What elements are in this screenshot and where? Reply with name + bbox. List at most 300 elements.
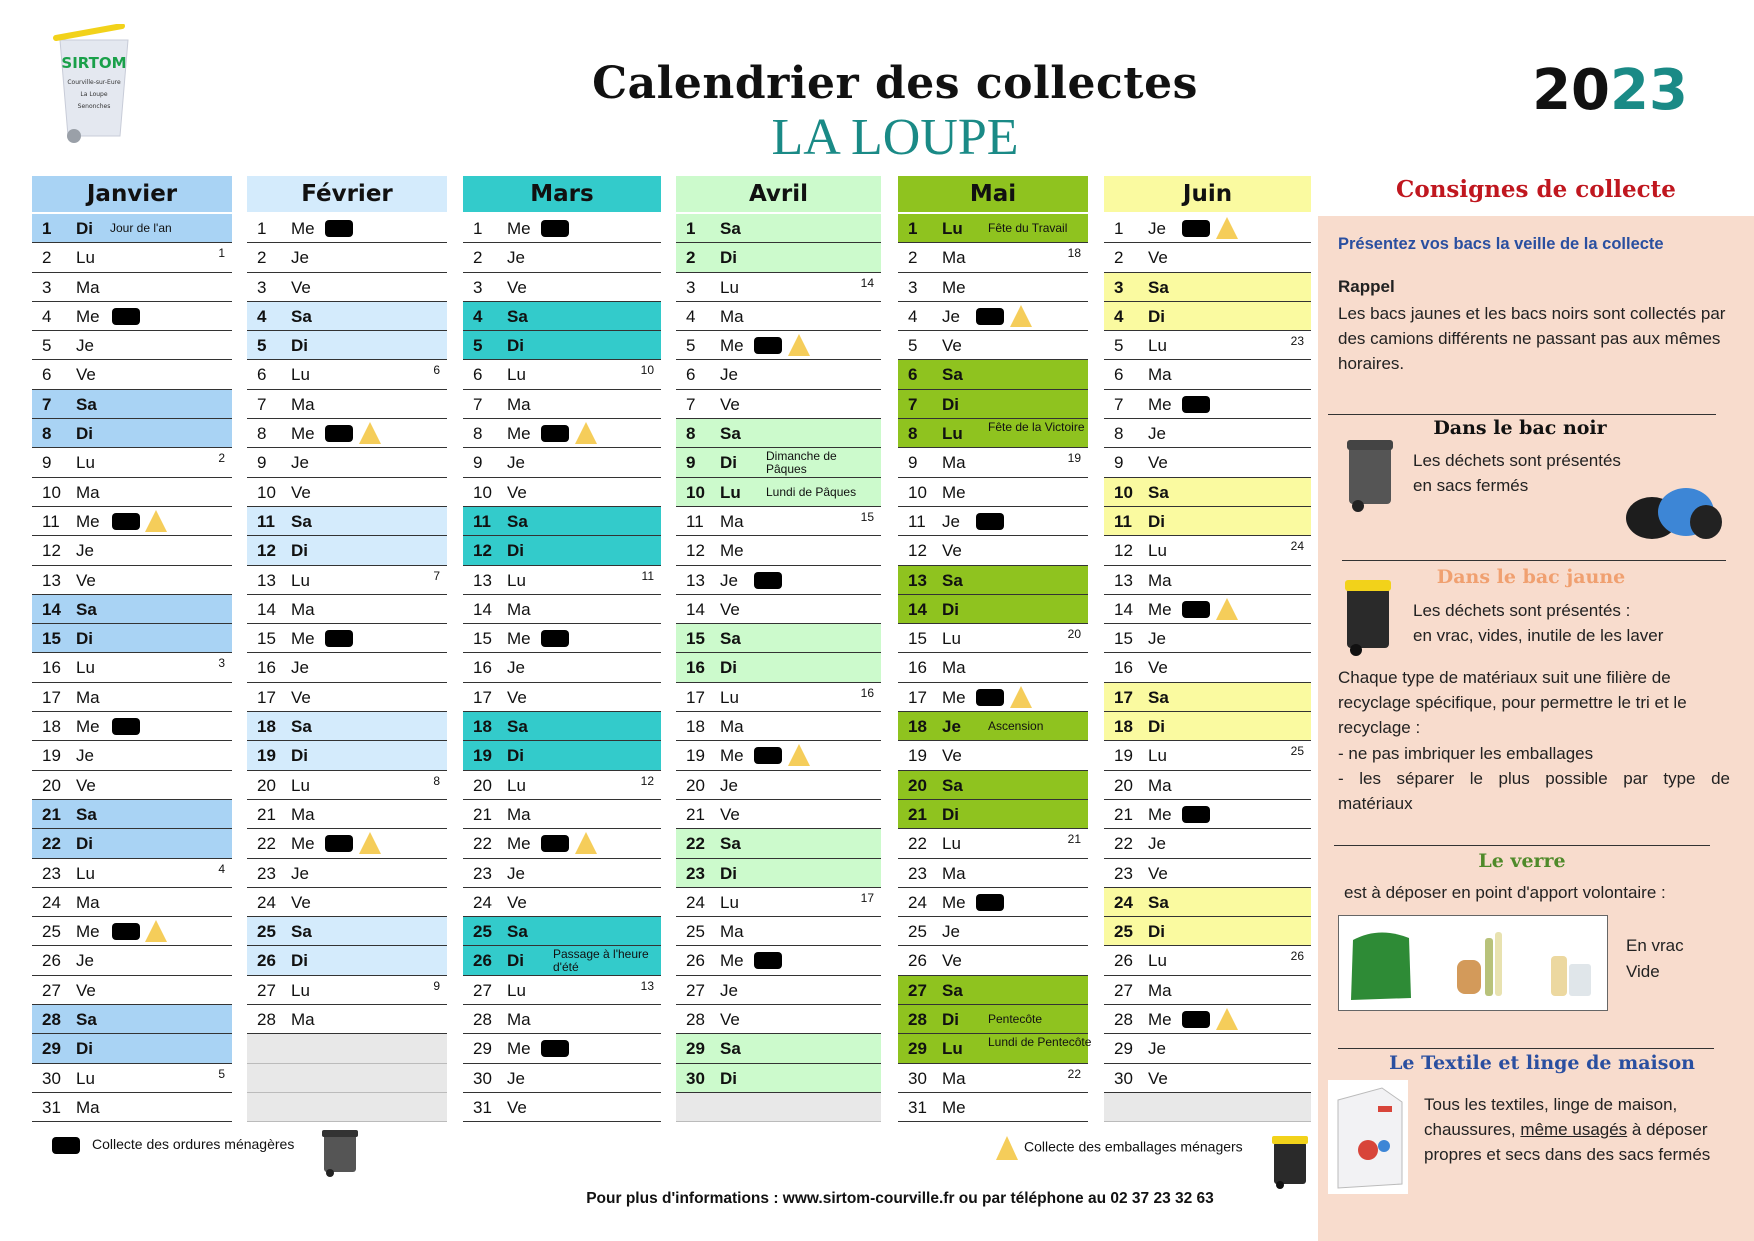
day-number: 16: [257, 658, 276, 678]
day-weekday: Di: [291, 541, 308, 561]
day-number: 17: [686, 687, 705, 707]
day-number: 17: [473, 687, 492, 707]
day-row: [1104, 946, 1311, 975]
day-weekday: Je: [507, 248, 525, 268]
day-number: 1: [42, 219, 52, 238]
day-weekday: Me: [507, 1039, 531, 1059]
day-row: [676, 1034, 881, 1063]
day-row: [1104, 273, 1311, 302]
day-weekday: Me: [942, 892, 966, 912]
day-number: 13: [42, 570, 61, 590]
day-number: 26: [1114, 951, 1133, 971]
day-row: [1104, 624, 1311, 653]
day-weekday: Ve: [291, 892, 311, 912]
day-row: [1104, 829, 1311, 858]
day-number: 24: [908, 892, 927, 912]
day-row: [898, 741, 1088, 770]
day-weekday: Me: [507, 219, 531, 238]
day-weekday: Lu: [942, 629, 961, 649]
day-weekday: Lu: [942, 424, 963, 444]
day-number: 27: [42, 980, 61, 1000]
day-row: [898, 829, 1088, 858]
day-row: [247, 302, 447, 331]
day-weekday: Di: [291, 336, 308, 356]
day-number: 20: [257, 775, 276, 795]
day-row: [32, 390, 232, 419]
day-row: [898, 214, 1088, 243]
black-marker-icon: [52, 1137, 80, 1154]
day-number: 6: [1114, 365, 1124, 385]
black-bin-icon: [1344, 434, 1396, 519]
verre-text: est à déposer en point d'apport volontaire :: [1344, 883, 1666, 902]
contact-info: Pour plus d'informations : www.sirtom-courville.fr ou par téléphone au 02 37 23 32 63: [586, 1190, 1214, 1207]
day-row: [32, 273, 232, 302]
day-row: [32, 1034, 232, 1063]
day-weekday: Ma: [76, 482, 100, 502]
logo-line-3: Senonches: [77, 103, 111, 110]
legend-emballages-label: Collecte des emballages ménagers: [1024, 1138, 1243, 1155]
month-avril: [676, 176, 881, 1122]
day-number: 15: [473, 629, 492, 649]
day-number: 7: [686, 394, 696, 414]
week-number: 9: [433, 978, 440, 993]
day-weekday: Ve: [720, 599, 740, 619]
day-row: [676, 243, 881, 272]
black-marker-icon: [541, 425, 569, 442]
day-weekday: Je: [76, 336, 94, 356]
day-number: 28: [473, 1010, 492, 1030]
day-number: 27: [908, 980, 927, 1000]
day-weekday: Me: [1148, 394, 1172, 414]
day-number: 2: [1114, 248, 1124, 268]
black-marker-icon: [976, 894, 1004, 911]
day-weekday: Lu: [720, 277, 739, 297]
day-row: [898, 653, 1088, 682]
black-marker-icon: [112, 718, 140, 735]
day-row: [676, 360, 881, 389]
day-weekday: Ve: [507, 687, 527, 707]
day-number: 20: [908, 775, 927, 795]
day-number: 19: [686, 746, 705, 766]
day-number: 29: [686, 1039, 705, 1059]
day-number: 9: [257, 453, 267, 473]
day-number: 12: [1114, 541, 1133, 561]
bac-jaune-paragraph: Chaque type de matériaux suit une filière de recyclage spécifique, pour permettre le tri et le recyclage :: [1338, 668, 1687, 737]
day-number: 8: [257, 424, 267, 444]
bac-jaune-title: Dans le bac jaune: [1436, 566, 1626, 588]
day-row: [247, 360, 447, 389]
day-row: [676, 1005, 881, 1034]
day-weekday: Ve: [291, 687, 311, 707]
day-row: [1104, 800, 1311, 829]
day-number: 14: [1114, 599, 1133, 619]
day-row: [898, 1005, 1088, 1034]
consignes-title: Consignes de collecte: [1396, 176, 1676, 203]
day-number: 20: [42, 775, 61, 795]
day-weekday: Ma: [720, 717, 744, 737]
day-weekday: Lu: [507, 980, 526, 1000]
day-number: 2: [908, 248, 918, 268]
day-number: 25: [42, 922, 61, 942]
day-weekday: Je: [76, 951, 94, 971]
day-number: 24: [257, 892, 276, 912]
day-weekday: Di: [291, 746, 308, 766]
day-number: 9: [42, 453, 52, 473]
day-weekday: Di: [291, 951, 308, 971]
day-weekday: Di: [76, 629, 93, 649]
day-row: [1104, 419, 1311, 448]
day-weekday: Lu: [291, 570, 310, 590]
day-number: 30: [42, 1068, 61, 1088]
day-row: [1104, 390, 1311, 419]
day-weekday: Sa: [507, 306, 528, 326]
day-row: [898, 976, 1088, 1005]
divider: [1342, 560, 1726, 561]
day-weekday: Ma: [1148, 980, 1172, 1000]
day-row: [463, 771, 661, 800]
day-weekday: Di: [720, 453, 737, 473]
day-weekday: Je: [291, 248, 309, 268]
day-number: 6: [42, 365, 52, 385]
day-row: [247, 859, 447, 888]
day-number: 28: [1114, 1010, 1133, 1030]
day-number: 21: [42, 804, 61, 824]
day-number: 10: [257, 482, 276, 502]
day-weekday: Ve: [1148, 1068, 1168, 1088]
day-number: 17: [257, 687, 276, 707]
day-number: 7: [1114, 394, 1124, 414]
day-weekday: Di: [942, 1010, 959, 1030]
day-row: [898, 595, 1088, 624]
day-row: [1104, 1005, 1311, 1034]
day-weekday: Ma: [76, 1097, 100, 1117]
day-number: 25: [473, 922, 492, 942]
day-weekday: Lu: [720, 687, 739, 707]
holiday-note: Fête du Travail: [988, 221, 1068, 235]
day-row: [32, 800, 232, 829]
day-row: [898, 683, 1088, 712]
day-number: 15: [908, 629, 927, 649]
day-number: 22: [42, 834, 61, 854]
day-number: 1: [686, 219, 696, 238]
day-number: 31: [42, 1097, 61, 1117]
day-row: [898, 771, 1088, 800]
day-row: [32, 1064, 232, 1093]
day-row: [676, 653, 881, 682]
day-number: 5: [42, 336, 52, 356]
day-number: 10: [908, 482, 927, 502]
day-weekday: Di: [1148, 511, 1165, 531]
day-row: [32, 331, 232, 360]
day-row: [247, 478, 447, 507]
day-row: [32, 771, 232, 800]
day-number: 5: [1114, 336, 1124, 356]
day-weekday: Ma: [76, 687, 100, 707]
day-weekday: Lu: [720, 892, 739, 912]
day-number: 7: [257, 394, 267, 414]
triangle-marker-icon: [1010, 686, 1032, 708]
day-row: [32, 360, 232, 389]
day-row: [463, 302, 661, 331]
page-title: Calendrier des collectes: [592, 58, 1198, 109]
day-row: [1104, 566, 1311, 595]
day-weekday: Sa: [942, 775, 963, 795]
day-weekday: Me: [76, 922, 100, 942]
day-weekday: Ve: [942, 746, 962, 766]
day-row: [247, 331, 447, 360]
day-number: 18: [1114, 717, 1133, 737]
day-row: [247, 829, 447, 858]
bac-noir-title: Dans le bac noir: [1433, 417, 1607, 439]
day-row: [32, 507, 232, 536]
day-number: 31: [473, 1097, 492, 1117]
holiday-note: Jour de l'an: [110, 221, 172, 235]
day-row: [898, 1064, 1088, 1093]
day-number: 24: [686, 892, 705, 912]
day-weekday: Ve: [942, 951, 962, 971]
verre-title: Le verre: [1478, 850, 1566, 872]
day-number: 10: [473, 482, 492, 502]
day-weekday: Ve: [1148, 453, 1168, 473]
day-row-empty: [247, 1064, 447, 1093]
day-number: 9: [473, 453, 483, 473]
black-marker-icon: [325, 630, 353, 647]
day-row: [247, 507, 447, 536]
week-number: 5: [218, 1066, 225, 1081]
day-weekday: Lu: [942, 834, 961, 854]
black-marker-icon: [325, 835, 353, 852]
panel-intro: Présentez vos bacs la veille de la collecte: [1338, 235, 1664, 253]
day-row: [898, 946, 1088, 975]
day-weekday: Lu: [76, 863, 95, 883]
day-row: [32, 448, 232, 477]
day-weekday: Sa: [76, 394, 97, 414]
holiday-note: Dimanche de Pâques: [766, 449, 837, 477]
bac-noir-text: Les déchets sont présentés en sacs fermés: [1413, 451, 1621, 495]
week-number: 22: [1067, 1066, 1081, 1081]
day-number: 14: [686, 599, 705, 619]
day-number: 11: [257, 511, 275, 531]
day-row: [247, 536, 447, 565]
day-weekday: Sa: [76, 1010, 97, 1030]
day-weekday: Sa: [1148, 687, 1169, 707]
triangle-marker-icon: [1216, 1008, 1238, 1030]
day-row: [463, 1005, 661, 1034]
day-number: 23: [686, 863, 705, 883]
day-weekday: Di: [76, 834, 93, 854]
day-number: 18: [908, 717, 927, 737]
day-number: 8: [908, 424, 918, 444]
day-row: [676, 448, 881, 477]
day-row: [32, 683, 232, 712]
textile-emphasis: même usagés: [1520, 1120, 1628, 1139]
day-row: [676, 917, 881, 946]
day-row: [898, 243, 1088, 272]
page-subtitle: LA LOUPE: [771, 109, 1019, 166]
day-weekday: Di: [720, 863, 737, 883]
day-row: [247, 741, 447, 770]
month-title: Janvier: [32, 176, 232, 214]
day-number: 6: [473, 365, 483, 385]
day-weekday: Lu: [291, 775, 310, 795]
day-weekday: Ve: [76, 570, 96, 590]
day-row: [32, 478, 232, 507]
day-row: [1104, 888, 1311, 917]
week-number: 4: [218, 861, 225, 876]
yellow-bin-icon: [1342, 574, 1394, 663]
day-row: [1104, 331, 1311, 360]
day-number: 5: [686, 336, 696, 356]
week-number: 20: [1067, 627, 1081, 642]
day-row: [676, 1064, 881, 1093]
day-weekday: Me: [291, 424, 315, 444]
day-weekday: Ve: [76, 980, 96, 1000]
day-weekday: Me: [76, 511, 100, 531]
day-number: 15: [686, 629, 705, 649]
year-suffix: 23: [1610, 58, 1688, 123]
day-row: [463, 273, 661, 302]
rappel-text: Les bacs jaunes et les bacs noirs sont collectés par des camions différents ne passant pas aux mêmes horaires.: [1338, 304, 1726, 373]
day-number: 19: [908, 746, 927, 766]
day-number: 29: [473, 1039, 492, 1059]
day-weekday: Sa: [942, 365, 963, 385]
day-weekday: Ve: [1148, 248, 1168, 268]
week-number: 8: [433, 773, 440, 788]
day-number: 3: [42, 277, 52, 297]
day-weekday: Me: [76, 306, 100, 326]
black-marker-icon: [754, 952, 782, 969]
day-row: [1104, 536, 1311, 565]
day-row: [247, 273, 447, 302]
day-number: 1: [473, 219, 483, 238]
day-weekday: Me: [942, 687, 966, 707]
day-number: 10: [42, 482, 61, 502]
day-row: [463, 1034, 661, 1063]
day-weekday: Je: [76, 541, 94, 561]
day-weekday: Me: [1148, 599, 1172, 619]
day-weekday: Ma: [76, 277, 100, 297]
triangle-marker-icon: [145, 920, 167, 942]
black-marker-icon: [976, 308, 1004, 325]
day-row: [676, 331, 881, 360]
day-weekday: Di: [1148, 922, 1165, 942]
day-weekday: Lu: [507, 365, 526, 385]
day-weekday: Me: [942, 482, 966, 502]
day-number: 25: [257, 922, 276, 942]
week-number: 10: [640, 363, 654, 378]
textile-text-1: Tous les textiles, linge de maison, chaussures,: [1424, 1095, 1678, 1139]
day-weekday: Me: [1148, 1010, 1172, 1030]
day-number: 14: [908, 599, 927, 619]
day-number: 21: [473, 804, 492, 824]
day-number: 21: [686, 804, 705, 824]
day-row: [247, 624, 447, 653]
day-weekday: Di: [942, 394, 959, 414]
day-row: [32, 536, 232, 565]
month-mars: [463, 176, 661, 1122]
day-number: 15: [1114, 629, 1133, 649]
day-weekday: Lu: [507, 775, 526, 795]
day-weekday: Ve: [942, 541, 962, 561]
day-row: [32, 976, 232, 1005]
day-number: 6: [686, 365, 696, 385]
triangle-marker-icon: [1010, 305, 1032, 327]
black-marker-icon: [1182, 396, 1210, 413]
day-row: [463, 390, 661, 419]
day-number: 17: [42, 687, 61, 707]
day-number: 16: [1114, 658, 1133, 678]
week-number: 19: [1067, 451, 1081, 466]
day-weekday: Ve: [507, 482, 527, 502]
day-weekday: Sa: [1148, 892, 1169, 912]
day-weekday: Ve: [76, 775, 96, 795]
black-marker-icon: [1182, 1011, 1210, 1028]
day-weekday: Lu: [76, 1068, 95, 1088]
day-row: [463, 566, 661, 595]
day-row: [247, 566, 447, 595]
day-weekday: Ma: [507, 599, 531, 619]
day-number: 28: [686, 1010, 705, 1030]
holiday-note: Lundi de Pâques: [766, 484, 857, 499]
day-weekday: Je: [720, 775, 738, 795]
day-number: 27: [1114, 980, 1133, 1000]
day-number: 29: [42, 1039, 61, 1059]
day-weekday: Sa: [291, 306, 312, 326]
day-number: 12: [686, 541, 705, 561]
day-number: 27: [686, 980, 705, 1000]
day-weekday: Je: [1148, 834, 1166, 854]
day-number: 29: [908, 1039, 927, 1059]
day-row: [463, 917, 661, 946]
day-weekday: Me: [291, 834, 315, 854]
logo-brand: SIRTOM: [61, 54, 127, 72]
day-weekday: Me: [720, 336, 744, 356]
day-number: 10: [686, 482, 705, 502]
day-number: 4: [908, 306, 918, 326]
day-weekday: Ve: [720, 394, 740, 414]
week-number: 26: [1290, 949, 1304, 964]
glass-illustration: [1338, 915, 1608, 1011]
black-marker-icon: [1182, 806, 1210, 823]
month-title: Avril: [676, 176, 881, 214]
day-number: 18: [473, 717, 492, 737]
day-row: [463, 888, 661, 917]
day-weekday: Ma: [1148, 775, 1172, 795]
day-number: 14: [257, 599, 276, 619]
day-number: 13: [473, 570, 492, 590]
day-row: [898, 331, 1088, 360]
day-row: [247, 771, 447, 800]
day-row: [32, 624, 232, 653]
day-weekday: Sa: [720, 219, 741, 238]
day-number: 13: [908, 570, 927, 590]
month-title: Mai: [898, 176, 1088, 214]
day-weekday: Di: [507, 746, 524, 766]
day-number: 11: [908, 511, 926, 531]
black-marker-icon: [112, 513, 140, 530]
day-row: [898, 1093, 1088, 1122]
day-number: 2: [257, 248, 267, 268]
day-weekday: Di: [720, 658, 737, 678]
day-row: [463, 976, 661, 1005]
day-weekday: Ve: [507, 1097, 527, 1117]
day-row: [676, 741, 881, 770]
day-row: [676, 595, 881, 624]
black-marker-icon: [754, 337, 782, 354]
day-row: [898, 360, 1088, 389]
day-row: [898, 302, 1088, 331]
day-row: [247, 390, 447, 419]
